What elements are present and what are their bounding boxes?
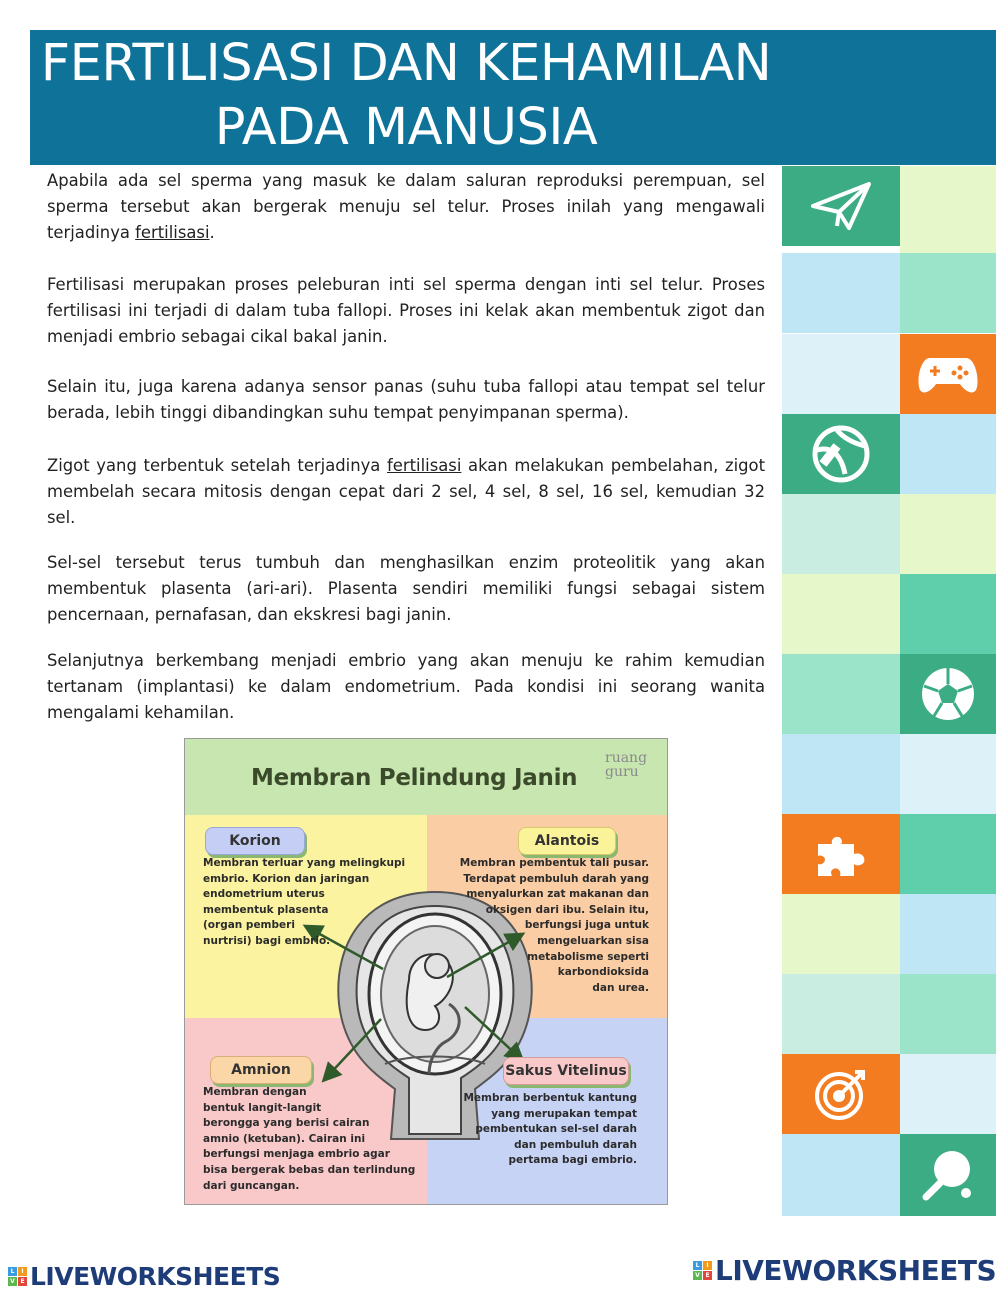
sakus-description: Membran berbentuk kantung yang merupakan tempat pembentukan sel-sel darah dan pembuluh darah pertama bagi embrio. bbox=[463, 1092, 637, 1167]
paper-plane-tile bbox=[782, 166, 900, 246]
logo-squares-icon: L I V E bbox=[8, 1267, 27, 1286]
article-body bbox=[47, 168, 765, 726]
korion-label: Korion bbox=[205, 827, 305, 855]
ruangguru-logo: ruang guru bbox=[605, 750, 648, 780]
tile bbox=[900, 574, 996, 654]
amnion-description: Membran dengan bentuk langit-langit berongga yang berisi cairan amnio (ketuban). Cairan ini berfungsi menjaga embrio agar bisa bergerak bebas dan terlindung dari guncangan. bbox=[203, 1086, 416, 1192]
tile bbox=[782, 734, 900, 814]
puzzle-tile bbox=[782, 814, 900, 894]
tile bbox=[900, 974, 996, 1054]
amnion-label: Amnion bbox=[210, 1056, 312, 1084]
fertilisasi-link[interactable]: fertilisasi bbox=[135, 223, 210, 242]
paragraph-4: Zigot yang terbentuk setelah terjadinya fertilisasi akan melakukan pembelahan, zigot membelah secara mitosis dengan cepat dari 2 sel, 4 sel, 8 sel, 16 sel, kemudian 32 sel. bbox=[47, 456, 765, 527]
page-title bbox=[30, 32, 782, 160]
tile bbox=[900, 414, 996, 494]
title-line-2: PADA MANUSIA bbox=[214, 98, 598, 157]
tile bbox=[900, 166, 996, 253]
soccer-ball-icon bbox=[918, 664, 978, 724]
pingpong-tile bbox=[900, 1134, 996, 1216]
membrane-diagram bbox=[184, 738, 668, 1205]
paragraph-3: Selain itu, juga karena adanya sensor panas (suhu tuba fallopi atau tempat sel telur berada, lebih tinggi dibandingkan suhu tempat penyimpanan sperma). bbox=[47, 377, 765, 422]
liveworksheets-logo-left[interactable]: L I V E LIVEWORKSHEETS bbox=[8, 1262, 280, 1291]
alantois-description: Membran pembentuk tali pusar. Terdapat pembuluh darah yang menyalurkan zat makanan dan oksigen dari ibu. Selain itu, berfungsi juga untuk mengeluarkan sisa metabolisme seperti karbondioksida dan urea. bbox=[459, 857, 649, 994]
tile bbox=[900, 734, 996, 814]
korion-description: Membran terluar yang melingkupi embrio. Korion dan jaringan endometrium uterus membentuk plasenta (organ pemberi nurtrisi) bagi embrio. bbox=[203, 857, 406, 947]
tile bbox=[782, 894, 900, 974]
beach-ball-icon bbox=[811, 424, 871, 484]
tile bbox=[782, 974, 900, 1054]
gamepad-tile bbox=[900, 334, 996, 414]
ball-tile bbox=[782, 414, 900, 494]
alantois-label: Alantois bbox=[518, 827, 616, 855]
tile bbox=[782, 334, 900, 414]
target-tile bbox=[782, 1054, 900, 1134]
tile bbox=[900, 814, 996, 894]
paragraph-5: Sel-sel tersebut terus tumbuh dan menghasilkan enzim proteolitik yang akan membentuk plasenta (ari-ari). Plasenta sendiri memiliki fungsi sebagai sistem pencernaan, pernafasan, dan ekskresi bagi janin. bbox=[47, 553, 765, 624]
title-line-1: FERTILISASI DAN KEHAMILAN bbox=[40, 34, 772, 93]
tile bbox=[900, 494, 996, 574]
liveworksheets-logo-right[interactable]: L I V E LIVEWORKSHEETS bbox=[693, 1254, 996, 1287]
target-icon bbox=[811, 1064, 871, 1124]
soccer-tile bbox=[900, 654, 996, 734]
diagram-title: Membran Pelindung Janin bbox=[251, 765, 578, 791]
paragraph-1: Apabila ada sel sperma yang masuk ke dalam saluran reproduksi perempuan, sel sperma tersebut akan bergerak menuju sel telur. Proses inilah yang mengawali terjadinya fertilisasi. bbox=[47, 171, 765, 242]
tile bbox=[782, 30, 900, 165]
paragraph-2: Fertilisasi merupakan proses peleburan inti sel sperma dengan inti sel telur. Proses fertilisasi ini terjadi di dalam tuba fallopi. Proses ini kelak akan membentuk zigot dan menjadi embrio sebagai cikal bakal janin. bbox=[47, 275, 765, 346]
logo-squares-icon: L I V E bbox=[693, 1261, 712, 1280]
tile bbox=[900, 30, 996, 165]
tile bbox=[782, 574, 900, 654]
tile bbox=[900, 1054, 996, 1134]
paragraph-6: Selanjutnya berkembang menjadi embrio yang akan menuju ke rahim kemudian tertanam (implantasi) ke dalam endometrium. Pada kondisi ini seorang wanita mengalami kehamilan. bbox=[47, 651, 765, 722]
paper-plane-icon bbox=[809, 176, 873, 236]
ping-pong-icon bbox=[918, 1145, 978, 1205]
tile bbox=[782, 253, 900, 333]
fertilisasi-link-2[interactable]: fertilisasi bbox=[387, 456, 462, 475]
tile bbox=[782, 1134, 900, 1216]
tile bbox=[900, 253, 996, 333]
tile bbox=[782, 654, 900, 734]
tile bbox=[900, 894, 996, 974]
puzzle-piece-icon bbox=[810, 826, 872, 882]
tile bbox=[782, 494, 900, 574]
sakus-vitelinus-label: Sakus Vitelinus bbox=[503, 1057, 629, 1085]
gamepad-icon bbox=[916, 352, 980, 396]
